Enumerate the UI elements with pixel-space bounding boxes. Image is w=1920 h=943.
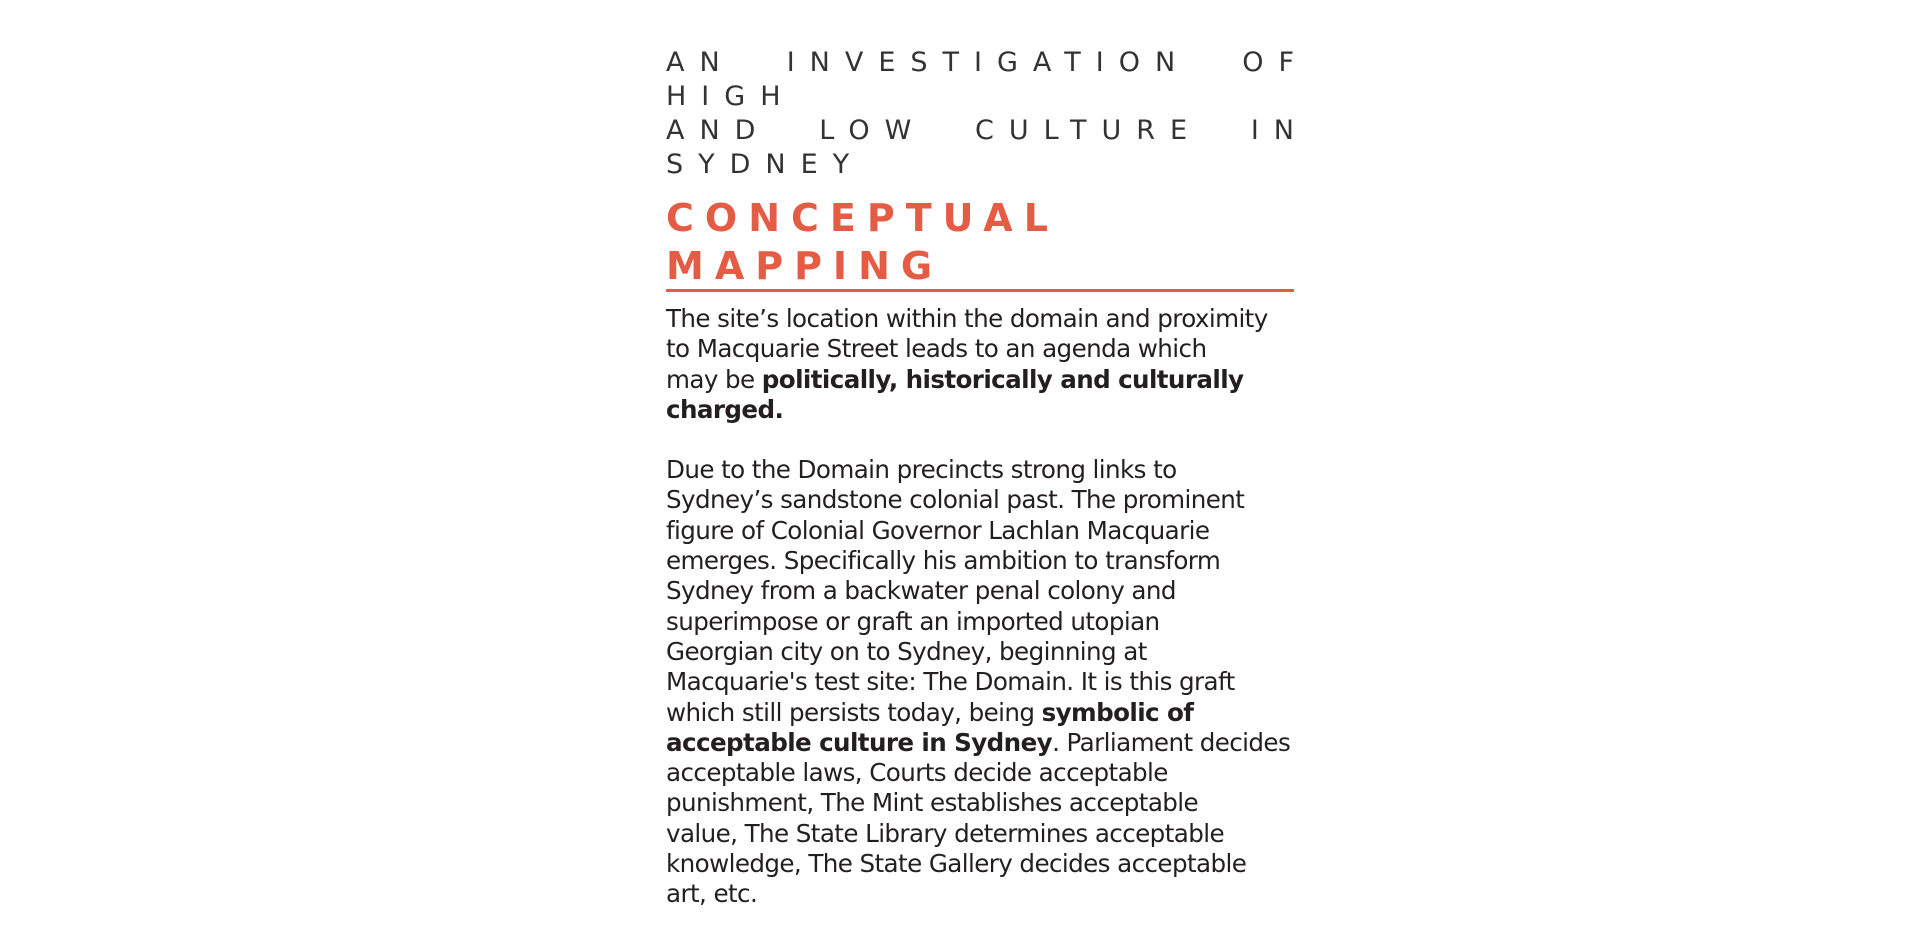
text-run: which still persists today, being <box>666 697 1042 727</box>
text-line: emerges. Specifically his ambition to transform <box>666 546 1221 576</box>
text-line <box>666 395 1306 425</box>
body-text <box>666 304 1306 940</box>
subtitle-line-2: AND LOW CULTURE IN SYDNEY <box>666 115 1309 180</box>
text-line: value, The State Library determines acceptable <box>666 818 1224 848</box>
text-run: . Parliament decides <box>1052 727 1291 757</box>
text-line <box>666 365 1306 395</box>
text-line: superimpose or graft an imported utopian <box>666 606 1160 636</box>
paragraph-2 <box>666 455 1306 909</box>
text-line: Sydney from a backwater penal colony and <box>666 576 1176 606</box>
text-line: Georgian city on to Sydney, beginning at <box>666 636 1147 666</box>
emphasis-text: symbolic of <box>1041 697 1194 727</box>
text-line: knowledge, The State Gallery decides acceptable <box>666 849 1247 879</box>
text-line: Sydney’s sandstone colonial past. The prominent <box>666 485 1245 515</box>
accent-divider <box>666 289 1294 292</box>
paragraph-1 <box>666 304 1306 425</box>
text-line: to Macquarie Street leads to an agenda which <box>666 334 1207 364</box>
text-run: may be <box>666 364 762 394</box>
emphasis-text: politically, historically and culturally <box>761 364 1244 394</box>
text-line: Due to the Domain precincts strong links to <box>666 455 1177 485</box>
text-line: punishment, The Mint establishes acceptable <box>666 788 1199 818</box>
header-block <box>666 46 1309 290</box>
text-line: figure of Colonial Governor Lachlan Macquarie <box>666 515 1210 545</box>
text-line: The site’s location within the domain and proximity <box>666 304 1268 333</box>
page-subtitle <box>666 46 1309 182</box>
emphasis-text: acceptable culture in Sydney <box>666 727 1053 757</box>
page-title: CONCEPTUAL MAPPING <box>666 196 1059 288</box>
emphasis-text: charged. <box>666 394 784 424</box>
text-line: acceptable laws, Courts decide acceptable <box>666 758 1168 788</box>
text-line <box>666 728 1306 758</box>
text-line: Macquarie's test site: The Domain. It is this graft <box>666 667 1235 697</box>
text-line: art, etc. <box>666 879 758 909</box>
text-line <box>666 698 1306 728</box>
subtitle-line-1: AN INVESTIGATION OF HIGH <box>666 47 1309 112</box>
